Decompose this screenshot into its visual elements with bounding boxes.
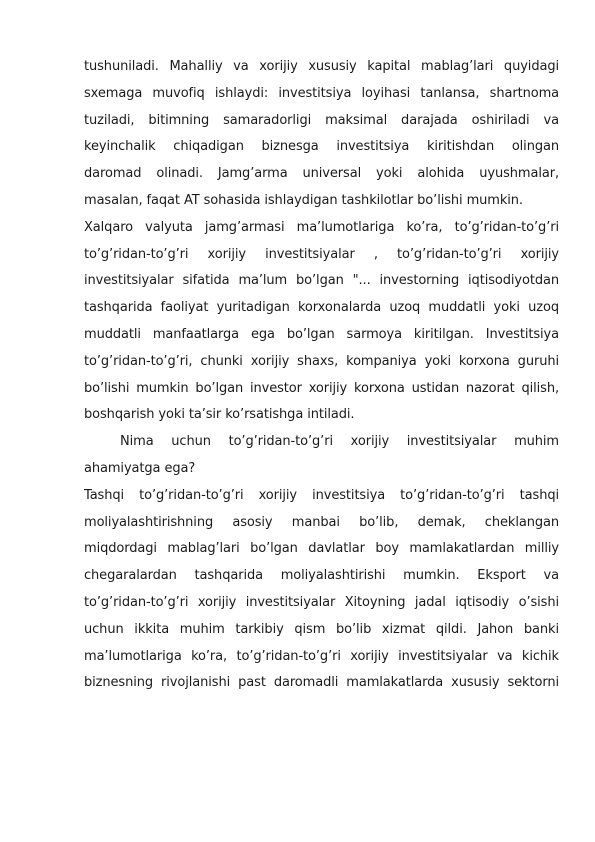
paragraph-line: biznesning rivojlanishi past daromadli mamlakatlarda xususiy sektorni	[84, 675, 559, 691]
paragraph-line: ma’lumotlariga ko’ra, to’g’ridan-to’g’ri xorijiy investitsiyalar va kichik	[84, 648, 559, 664]
paragraph-line: daromad olinadi. Jamg’arma universal yoki alohida uyushmalar,	[84, 166, 559, 182]
paragraph-line: keyinchalik chiqadigan biznesga investitsiya kiritishdan olingan	[84, 139, 559, 155]
paragraph-line: moliyalashtirishning asosiy manbai bo’lib, demak, cheklangan	[84, 514, 559, 530]
paragraph-line: boshqarish yoki ta’sir ko’rsatishga intiladi.	[84, 407, 355, 423]
paragraph-line: bo’lishi mumkin bo’lgan investor xorijiy korxona ustidan nazorat qilish,	[84, 380, 559, 396]
paragraph-line: tushuniladi. Mahalliy va xorijiy xususiy kapital mablag’lari quyidagi	[84, 59, 559, 74]
paragraph-line: Xalqaro valyuta jamg’armasi ma’lumotlariga ko’ra, to’g’ridan-to’g’ri	[84, 219, 559, 235]
paragraph-line: investitsiyalar sifatida ma’lum bo’lgan "... investorning iqtisodiyotdan	[84, 273, 559, 289]
body-text	[84, 54, 559, 697]
paragraph-line: to’g’ridan-to’g’ri xorijiy investitsiyalar , to’g’ridan-to’g’ri xorijiy	[84, 246, 559, 262]
paragraph-line: to’g’ridan-to’g’ri, chunki xorijiy shaxs, kompaniya yoki korxona guruhi	[84, 353, 559, 369]
paragraph-line: tuziladi, bitimning samaradorligi maksimal darajada oshiriladi va	[84, 112, 559, 128]
paragraph-line: muddatli manfaatlarga ega bo’lgan sarmoya kiritilgan. Investitsiya	[84, 326, 559, 342]
paragraph-line: chegaralardan tashqarida moliyalashtirishi mumkin. Eksport va	[84, 568, 559, 584]
paragraph-line: sxemaga muvofiq ishlaydi: investitsiya loyihasi tanlansa, shartnoma	[84, 85, 559, 101]
paragraph-line: uchun ikkita muhim tarkibiy qism bo’lib xizmat qildi. Jahon banki	[84, 621, 559, 637]
paragraph-line: to’g’ridan-to’g’ri xorijiy investitsiyalar Xitoyning jadal iqtisodiy o’sishi	[84, 594, 559, 610]
question-line: Nima uchun to’g’ridan-to’g’ri xorijiy investitsiyalar muhim	[120, 434, 559, 450]
paragraph-line: Tashqi to’g’ridan-to’g’ri xorijiy investitsiya to’g’ridan-to’g’ri tashqi	[84, 487, 559, 503]
paragraph-line: tashqarida faoliyat yuritadigan korxonalarda uzoq muddatli yoki uzoq	[84, 300, 559, 316]
paragraph-line: miqdordagi mablag’lari bo’lgan davlatlar boy mamlakatlardan milliy	[84, 541, 559, 557]
question-line: ahamiyatga ega?	[84, 460, 196, 476]
paragraph-line: masalan, faqat AT sohasida ishlaydigan tashkilotlar bo’lishi mumkin.	[84, 192, 523, 208]
